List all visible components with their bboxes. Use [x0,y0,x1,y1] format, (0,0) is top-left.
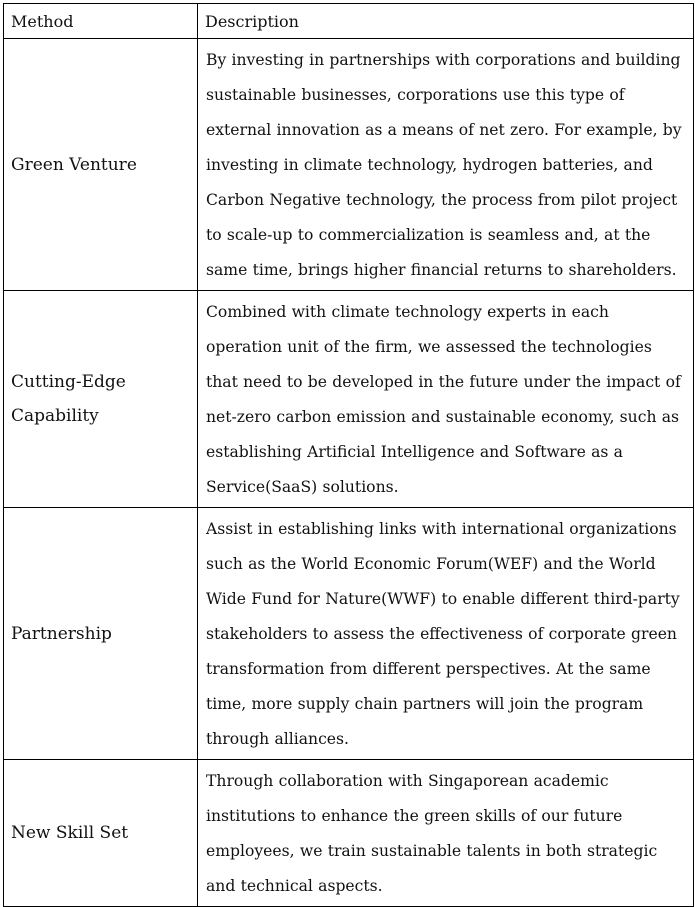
method-cell: Partnership [4,508,198,760]
description-cell: Assist in establishing links with international organizations such as the World Economic Forum(WEF) and the World Wide Fund for Nature(WWF) to enable different third-party stakeholders to assess the effectiveness of corporate green transformation from different perspectives. At the same time, more supply chain partners will join the program through alliances. [198,508,694,760]
methods-table [3,3,694,907]
description-column-header: Description [198,4,694,39]
table-row [4,39,694,291]
table-row [4,291,694,508]
table-row [4,508,694,760]
method-column-header: Method [4,4,198,39]
description-cell: By investing in partnerships with corporations and building sustainable businesses, corporations use this type of external innovation as a means of net zero. For example, by investing in climate technology, hydrogen batteries, and Carbon Negative technology, the process from pilot project to scale-up to commercialization is seamless and, at the same time, brings higher financial returns to shareholders. [198,39,694,291]
description-cell: Combined with climate technology experts in each operation unit of the firm, we assessed the technologies that need to be developed in the future under the impact of net-zero carbon emission and sustainable economy, such as establishing Artificial Intelligence and Software as a Service(SaaS) solutions. [198,291,694,508]
method-cell: Cutting-Edge Capability [4,291,198,508]
description-cell: Through collaboration with Singaporean academic institutions to enhance the green skills of our future employees, we train sustainable talents in both strategic and technical aspects. [198,760,694,907]
header-row [4,4,694,39]
method-cell: New Skill Set [4,760,198,907]
table-row [4,760,694,907]
method-cell: Green Venture [4,39,198,291]
